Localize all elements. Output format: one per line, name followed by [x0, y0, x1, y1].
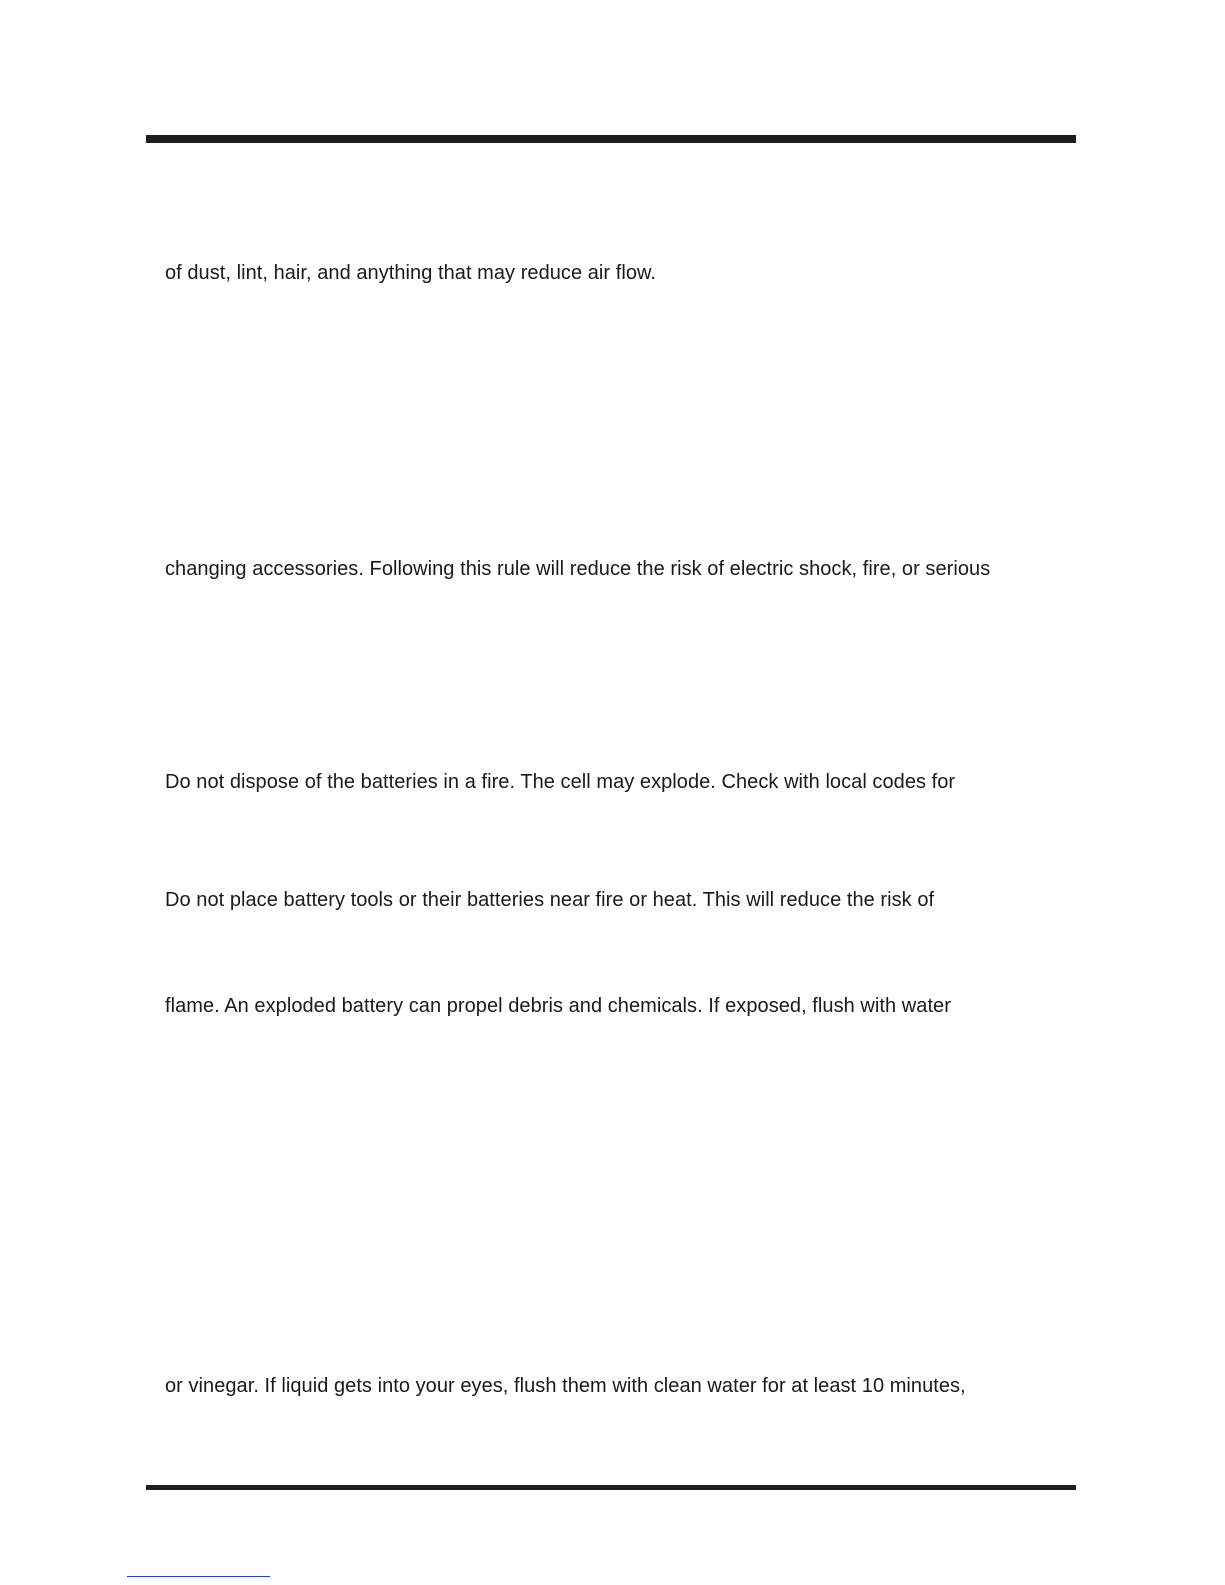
- text-line-vinegar: or vinegar. If liquid gets into your eyes, flush them with clean water for at least 10 minutes,: [165, 1375, 966, 1397]
- text-line-heat: Do not place battery tools or their batteries near fire or heat. This will reduce the risk of: [165, 889, 935, 911]
- text-line-dispose: Do not dispose of the batteries in a fire. The cell may explode. Check with local codes for: [165, 771, 956, 793]
- text-line-accessories: changing accessories. Following this rule will reduce the risk of electric shock, fire, or serious: [165, 558, 991, 580]
- footer-rule: [146, 1485, 1076, 1490]
- text-line-flame: flame. An exploded battery can propel debris and chemicals. If exposed, flush with water: [165, 995, 951, 1017]
- text-line-dust: of dust, lint, hair, and anything that may reduce air flow.: [165, 262, 657, 284]
- header-rule: [146, 135, 1076, 143]
- footer-link-underline[interactable]: [127, 1576, 270, 1577]
